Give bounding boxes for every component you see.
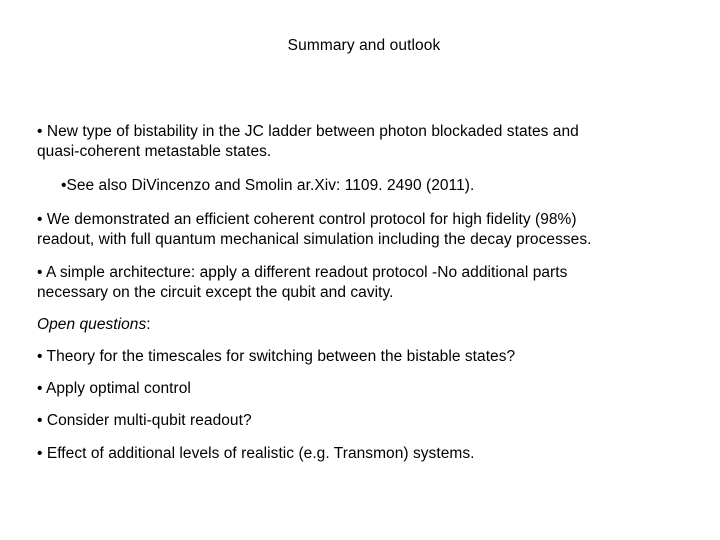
open-questions-colon: : (146, 316, 151, 333)
bullet-line: readout, with full quantum mechanical simulation including the decay processes. (37, 231, 592, 248)
bullet-control-protocol (37, 210, 697, 250)
bullet-line: necessary on the circuit except the qubit and cavity. (37, 284, 394, 301)
bullet-reference (61, 176, 720, 196)
open-questions-label: Open questions (37, 316, 147, 333)
bullet-line: quasi-coherent metastable states. (37, 143, 272, 160)
open-questions-heading (37, 315, 697, 335)
question-additional-levels: • Effect of additional levels of realistic (e.g. Transmon) systems. (37, 445, 475, 462)
question-timescales: • Theory for the timescales for switching between the bistable states? (37, 348, 516, 365)
bullet-bistability (37, 122, 697, 162)
bullet-line: • We demonstrated an efficient coherent control protocol for high fidelity (98%) (37, 211, 577, 228)
bullet-architecture (37, 263, 697, 303)
question-optimal-control: • Apply optimal control (37, 380, 191, 397)
bullet-line: • A simple architecture: apply a different readout protocol -No additional parts (37, 264, 568, 281)
slide-title: Summary and outlook (287, 37, 441, 54)
question-multi-qubit: • Consider multi-qubit readout? (37, 412, 252, 429)
bullet-line: • New type of bistability in the JC ladder between photon blockaded states and (37, 123, 579, 140)
bullet-line: •See also DiVincenzo and Smolin ar.Xiv: 1109. 2490 (2011). (61, 177, 475, 194)
